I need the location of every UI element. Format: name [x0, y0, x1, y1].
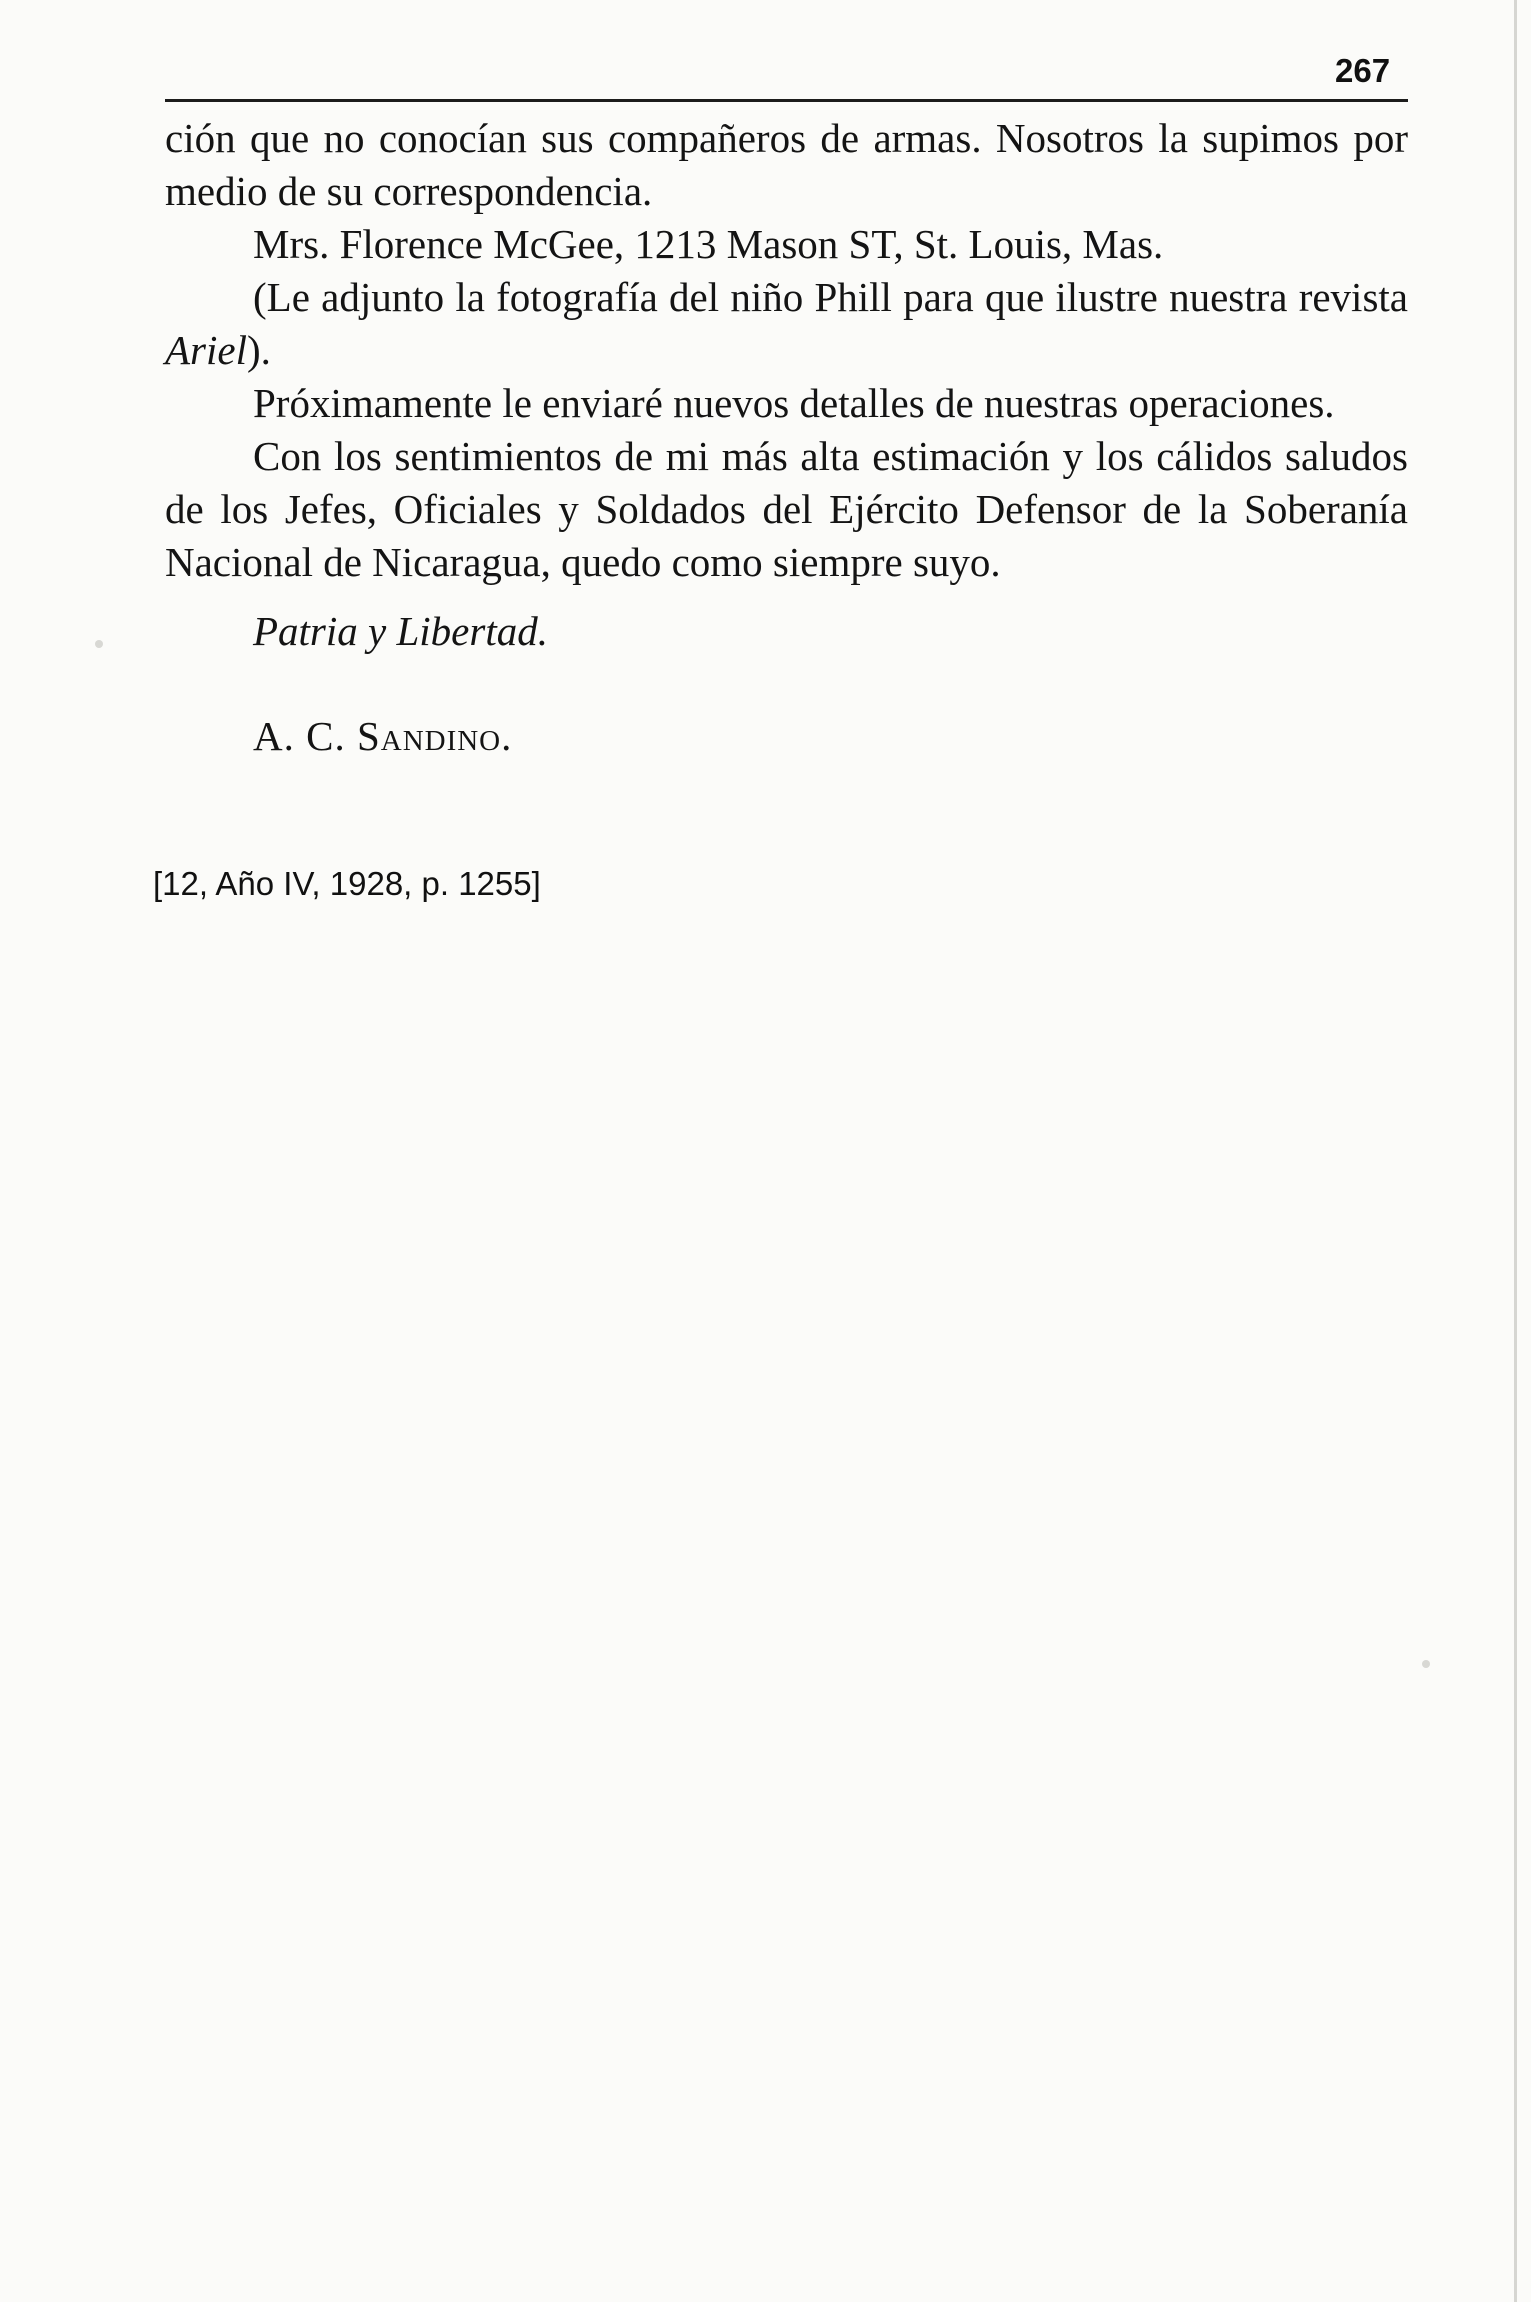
speck-mark	[1422, 1660, 1430, 1668]
page-number: 267	[1335, 52, 1391, 89]
photo-note-suffix: ).	[246, 327, 271, 373]
magazine-name: Ariel	[165, 327, 247, 373]
salutation: Patria y Libertad.	[253, 608, 548, 654]
speck-mark	[95, 640, 103, 648]
header-rule	[165, 99, 1408, 102]
photo-note-text: (Le adjunto la fotografía del niño Phill para que ilustre nuestra revista	[253, 274, 1408, 320]
paragraph-next-details: Próximamente le enviaré nuevos detalles de nuestras operaciones.	[253, 380, 1335, 426]
signature: A. C. Sandino.	[253, 713, 513, 759]
page-edge	[1514, 0, 1517, 2302]
paragraph-continuation: ción que no conocían sus compañeros de armas. Nosotros la supimos por medio de su correspondencia.	[165, 115, 1408, 214]
paragraph-closing-greetings: Con los sentimientos de mi más alta estimación y los cálidos saludos de los Jefes, Oficiales y Soldados del Ejército Defensor de la Soberanía Nacional de Nicaragua, quedo como siempre suyo.	[165, 433, 1408, 585]
paragraph-photo-note	[165, 271, 1408, 377]
paragraph-address: Mrs. Florence McGee, 1213 Mason ST, St. Louis, Mas.	[253, 221, 1164, 267]
letter-body	[165, 112, 1408, 589]
source-citation: [12, Año IV, 1928, p. 1255]	[153, 865, 541, 902]
